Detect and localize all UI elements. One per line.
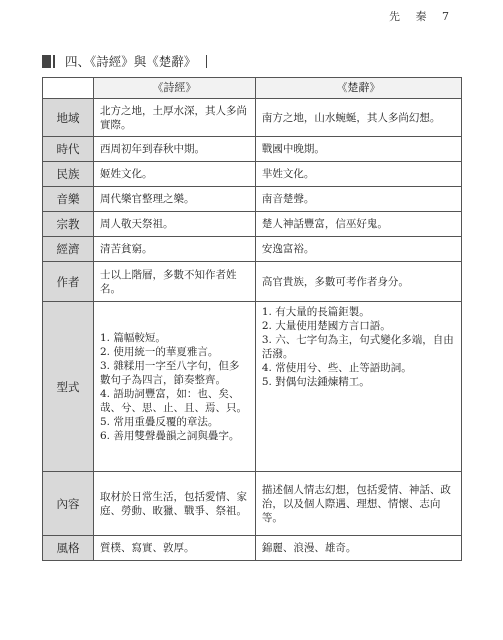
- chuci-cell: 描述個人情志幻想，包括愛情、神話、政治，以及個人際遇、理想、情懷、志向等。: [255, 472, 461, 536]
- chuci-cell: 高官貴族，多數可考作者身分。: [255, 262, 461, 302]
- chuci-cell: 南方之地，山水蜿蜒，其人多尚幻想。: [255, 99, 461, 137]
- table-row: [43, 536, 462, 561]
- row-label: 型式: [43, 302, 94, 472]
- table-row: [43, 187, 462, 212]
- list-item: 2. 使用統一的華夏雅言。: [100, 345, 219, 358]
- column-header-chuci: 《楚辭》: [255, 78, 461, 99]
- row-label: 音樂: [43, 187, 94, 212]
- shijing-cell: 周人敬天祭祖。: [94, 212, 256, 237]
- chuci-cell: 安逸富裕。: [255, 237, 461, 262]
- row-label: 風格: [43, 536, 94, 561]
- list-item: 4. 語助詞豐富，如：也、矣、哉、兮、思、止、且、焉、只。: [100, 387, 247, 414]
- row-label: 經濟: [43, 237, 94, 262]
- shijing-cell: 姬姓文化。: [94, 162, 256, 187]
- shijing-cell: 北方之地，土厚水深，其人多尚實際。: [94, 99, 256, 137]
- list-item: 5. 對偶句法鍾煉精工。: [261, 376, 370, 388]
- chuci-feature-list: [262, 305, 455, 389]
- list-item: 1. 篇幅較短。: [100, 331, 166, 344]
- section-marker-bar: [53, 55, 55, 68]
- list-item: 3. 雜糅用一字至八字句，但多數句子為四言，節奏整齊。: [100, 359, 240, 386]
- table-row: [43, 237, 462, 262]
- chuci-cell: 戰國中晚期。: [255, 137, 461, 162]
- shijing-cell: 西周初年到春秋中期。: [94, 137, 256, 162]
- list-item: 3. 六、七字句為主，句式變化多端，自由活潑。: [261, 334, 454, 360]
- section-marker-end: [206, 55, 207, 68]
- row-label: 時代: [43, 137, 94, 162]
- shijing-cell: 清苦貧窮。: [94, 237, 256, 262]
- section-title: [42, 52, 207, 70]
- shijing-feature-list: [100, 331, 249, 443]
- shijing-cell: [94, 302, 256, 472]
- section-title-text: 四、《詩經》與《楚辭》: [65, 54, 197, 69]
- table-header-row: [43, 78, 462, 99]
- chuci-cell: [255, 302, 461, 472]
- table-row: [43, 302, 462, 472]
- list-item: 6. 善用雙聲疊韻之詞與疊字。: [100, 429, 240, 442]
- chuci-cell: 南音楚聲。: [255, 187, 461, 212]
- table-row: [43, 262, 462, 302]
- list-item: 4. 常使用兮、些、止等語助詞。: [261, 362, 412, 374]
- row-label: 民族: [43, 162, 94, 187]
- list-item: 5. 常用重疊反覆的章法。: [100, 415, 219, 428]
- shijing-cell: 取材於日常生活，包括愛情、家庭、勞動、畋獵、戰爭、祭祖。: [94, 472, 256, 536]
- table-corner-cell: [43, 78, 94, 99]
- column-header-shijing: 《詩經》: [94, 78, 256, 99]
- table-row: [43, 99, 462, 137]
- section-marker-block: [42, 55, 51, 68]
- row-label: 地域: [43, 99, 94, 137]
- chuci-cell: 芈姓文化。: [255, 162, 461, 187]
- table-row: [43, 137, 462, 162]
- shijing-cell: 質樸、寫實、敦厚。: [94, 536, 256, 561]
- shijing-cell: 士以上階層，多數不知作者姓名。: [94, 262, 256, 302]
- list-item: 2. 大量使用楚國方言口語。: [261, 320, 391, 332]
- row-label: 作者: [43, 262, 94, 302]
- chuci-cell: 錦麗、浪漫、雄奇。: [255, 536, 461, 561]
- list-item: 1. 有大量的長篇鉅製。: [261, 306, 370, 318]
- chuci-cell: 楚人神話豐富，信巫好鬼。: [255, 212, 461, 237]
- table-row: [43, 472, 462, 536]
- table-row: [43, 212, 462, 237]
- comparison-table: [42, 77, 462, 561]
- table-row: [43, 162, 462, 187]
- row-label: 宗教: [43, 212, 94, 237]
- shijing-cell: 周代樂官整理之樂。: [94, 187, 256, 212]
- running-header: 先 秦 7: [389, 10, 455, 23]
- row-label: 內容: [43, 472, 94, 536]
